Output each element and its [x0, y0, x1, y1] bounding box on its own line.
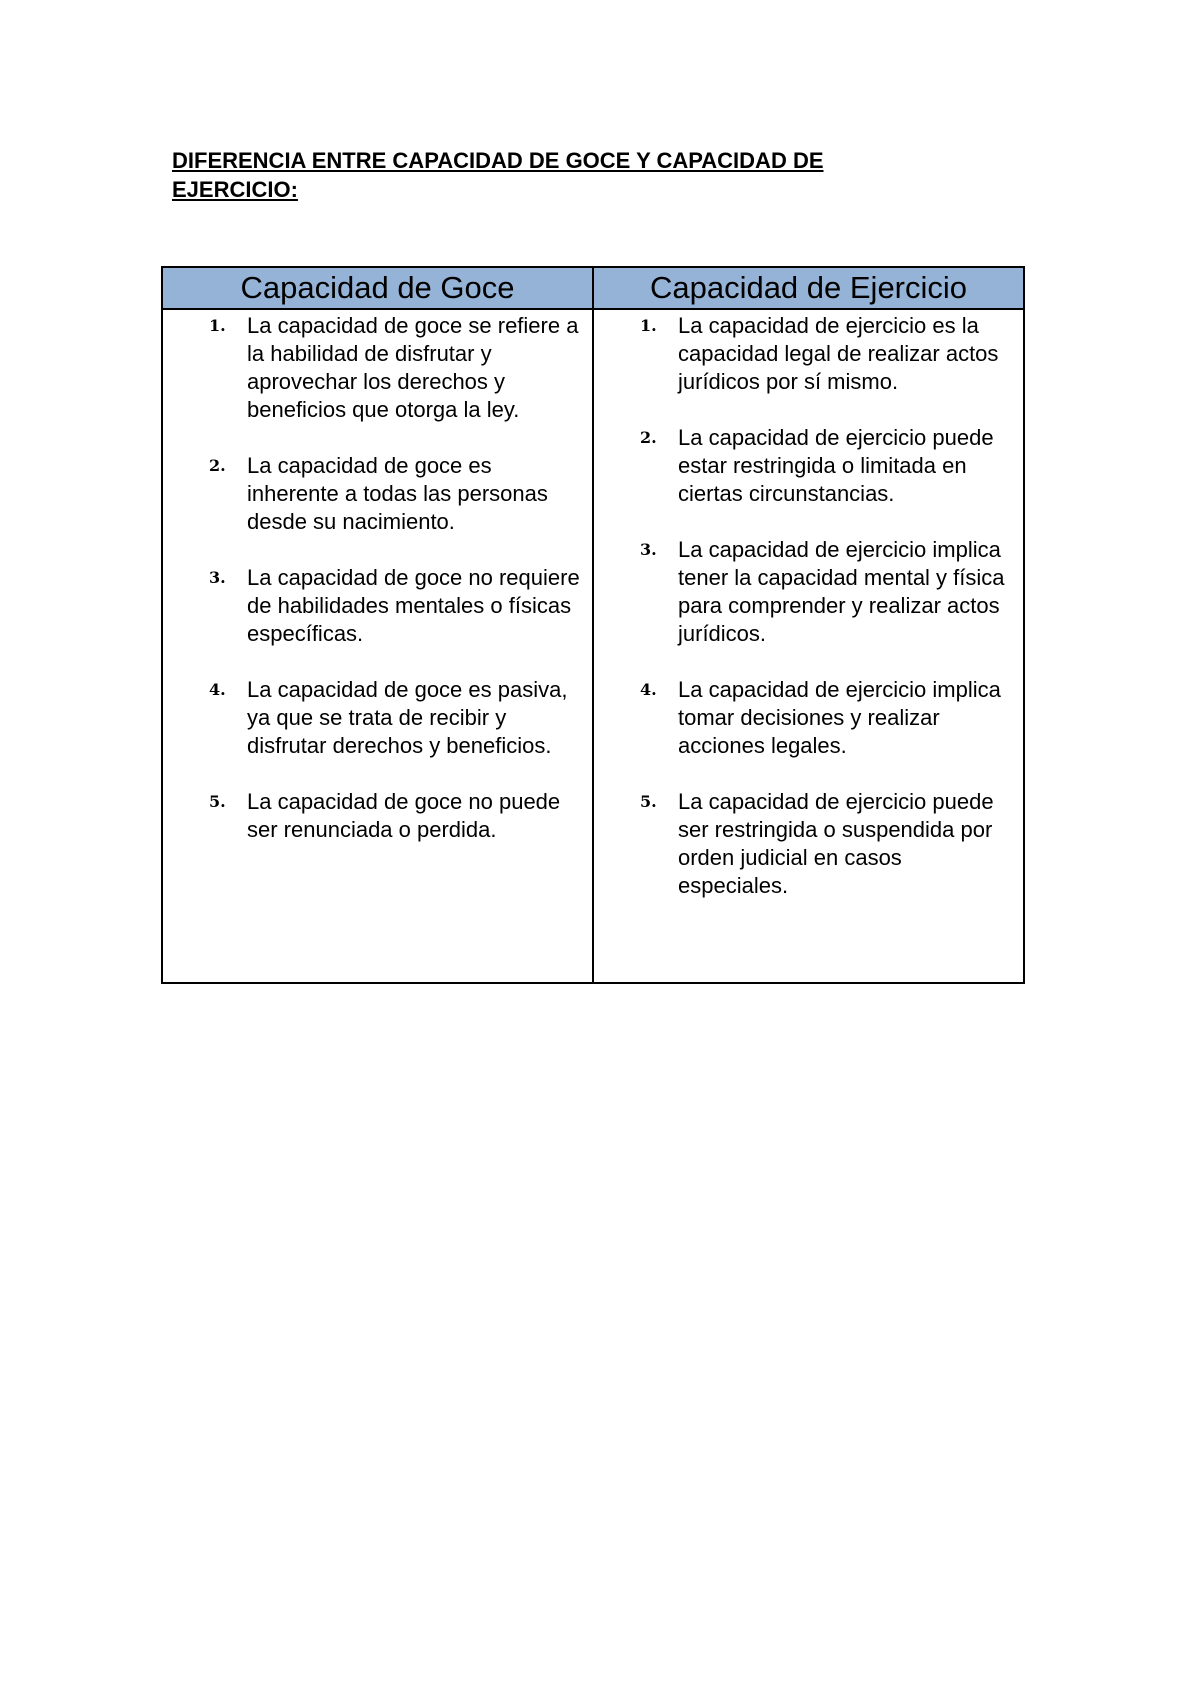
list-item [163, 452, 592, 536]
list-item [594, 424, 1023, 508]
goce-cell [162, 309, 593, 983]
goce-list [163, 312, 592, 844]
list-item-text: La capacidad de goce se refiere a la habilidad de disfrutar y aprovechar los derechos y beneficios que otorga la ley. [247, 313, 579, 422]
list-item-text: La capacidad de ejercicio puede ser restringida o suspendida por orden judicial en casos especiales. [678, 789, 994, 898]
list-item-number: 5. [640, 792, 657, 811]
list-item-number: 3. [640, 540, 657, 559]
table-header-row [162, 267, 1024, 309]
list-item-number: 2. [640, 428, 657, 447]
header-capacidad-ejercicio: Capacidad de Ejercicio [593, 267, 1024, 309]
list-item [163, 676, 592, 760]
document-title-line-2: EJERCICIO: [172, 177, 298, 202]
header-capacidad-goce: Capacidad de Goce [162, 267, 593, 309]
list-item-number: 4. [209, 680, 226, 699]
ejercicio-list [594, 312, 1023, 900]
document-title [172, 146, 912, 204]
list-item-text: La capacidad de goce es pasiva, ya que se trata de recibir y disfrutar derechos y beneficios. [247, 677, 568, 758]
list-item-number: 2. [209, 456, 226, 475]
list-item [594, 312, 1023, 396]
list-item-number: 1. [209, 316, 226, 335]
ejercicio-cell [593, 309, 1024, 983]
list-item-text: La capacidad de goce no puede ser renunciada o perdida. [247, 789, 561, 842]
list-item [594, 536, 1023, 648]
comparison-table [161, 266, 1025, 984]
list-item-text: La capacidad de ejercicio implica tener la capacidad mental y física para comprender y realizar actos jurídicos. [678, 537, 1005, 646]
list-item [594, 788, 1023, 900]
list-item-number: 5. [209, 792, 226, 811]
list-item-text: La capacidad de ejercicio implica tomar decisiones y realizar acciones legales. [678, 677, 1001, 758]
list-item-text: La capacidad de goce no requiere de habilidades mentales o físicas específicas. [247, 565, 580, 646]
list-item-number: 3. [209, 568, 226, 587]
list-item-text: La capacidad de ejercicio puede estar restringida o limitada en ciertas circunstancias. [678, 425, 994, 506]
list-item-number: 1. [640, 316, 657, 335]
list-item-number: 4. [640, 680, 657, 699]
list-item [594, 676, 1023, 760]
list-item [163, 312, 592, 424]
list-item-text: La capacidad de ejercicio es la capacidad legal de realizar actos jurídicos por sí mismo. [678, 313, 999, 394]
document-title-line-1: DIFERENCIA ENTRE CAPACIDAD DE GOCE Y CAPACIDAD DE [172, 148, 824, 173]
list-item-text: La capacidad de goce es inherente a todas las personas desde su nacimiento. [247, 453, 548, 534]
table-body-row [162, 309, 1024, 983]
list-item [163, 788, 592, 844]
list-item [163, 564, 592, 648]
